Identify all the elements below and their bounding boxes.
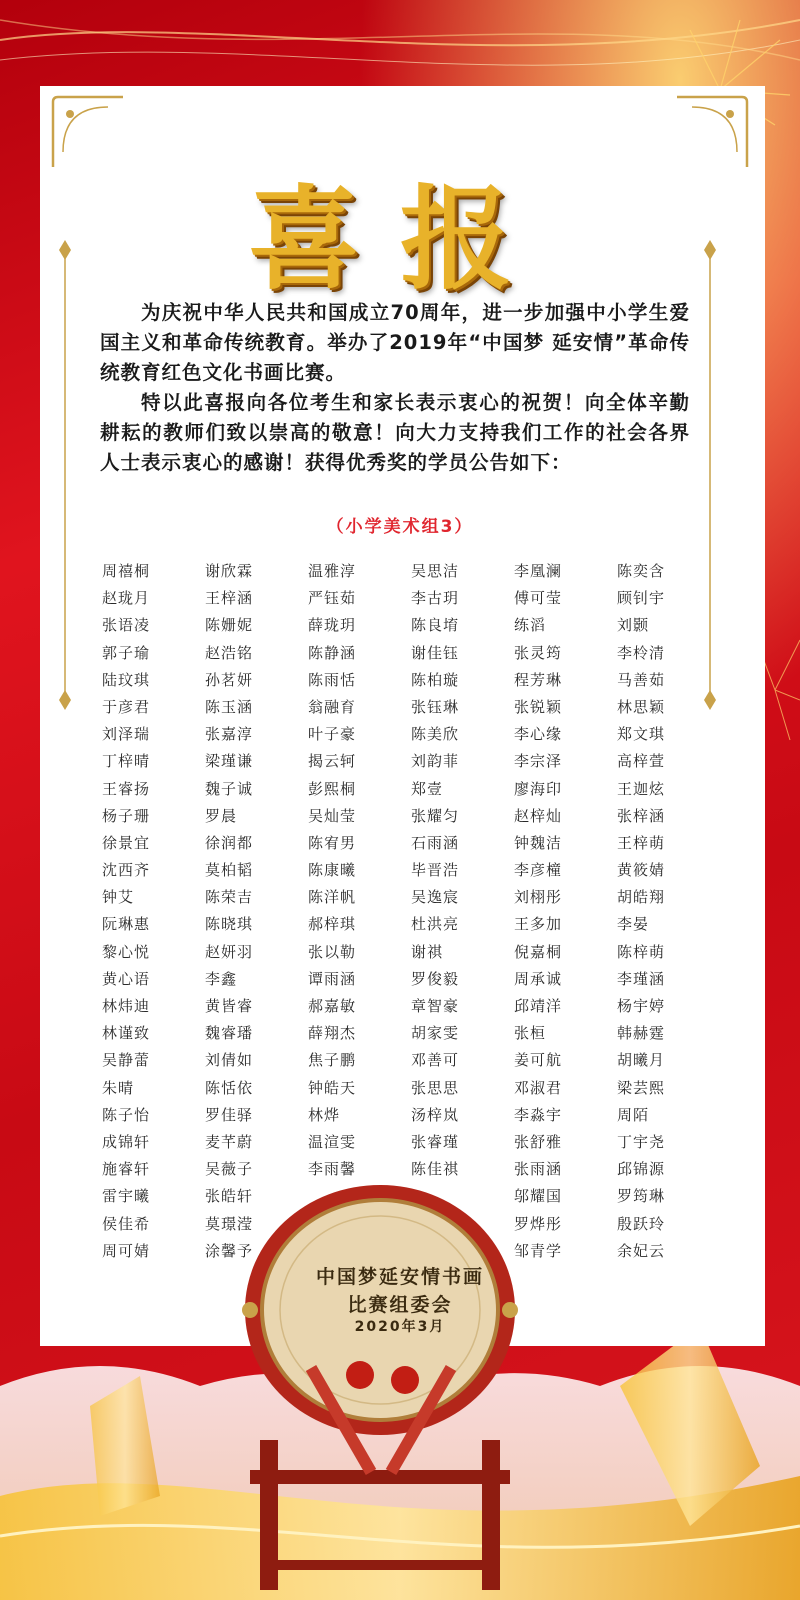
student-name: 周承诚	[514, 969, 563, 988]
student-name: 李雨馨	[308, 1160, 357, 1179]
student-name: 李凰澜	[514, 562, 563, 580]
student-name: 汤梓岚	[411, 1105, 460, 1124]
student-name: 李鑫	[205, 969, 238, 988]
student-name: 郝嘉敏	[308, 997, 357, 1015]
student-name: 陈荣吉	[205, 888, 254, 907]
intro-paragraph-2: 特以此喜报向各位考生和家长表示衷心的祝贺！向全体辛勤耕耘的教师们致以崇高的敬意！向大力支持我们工作的社会各界人士表示衷心的感谢！获得优秀奖的学员公告如下：	[100, 391, 690, 474]
student-name: 赵梓灿	[514, 806, 563, 825]
student-name: 赵浩铭	[205, 643, 254, 662]
student-name: 程芳琳	[514, 670, 563, 689]
student-name: 陈佳祺	[411, 1160, 460, 1179]
student-name: 周可婧	[102, 1241, 151, 1260]
student-name: 李晏	[617, 915, 650, 934]
student-name: 廖海印	[514, 779, 563, 798]
student-name: 胡曦月	[617, 1051, 666, 1070]
student-name: 钟魏洁	[514, 833, 563, 852]
student-name: 叶子豪	[308, 725, 357, 744]
student-name: 马善茹	[617, 670, 666, 689]
student-name: 胡家雯	[411, 1024, 460, 1043]
student-name: 王梓萌	[617, 833, 666, 852]
student-name: 陈姗妮	[205, 616, 254, 635]
student-name: 丁梓晴	[102, 752, 151, 771]
student-name: 雷宇曦	[102, 1187, 151, 1206]
student-name: 林谨致	[102, 1024, 151, 1043]
student-name: 温雅淳	[308, 562, 357, 580]
student-name: 张嘉淳	[205, 725, 254, 744]
student-name: 钟艾	[102, 888, 135, 907]
student-name: 张耀匀	[411, 806, 460, 825]
student-name: 于彦君	[102, 697, 151, 716]
organizer-name: 中国梦延安情书画	[315, 1266, 484, 1288]
student-name: 赵珑月	[102, 589, 151, 608]
student-name: 王多加	[514, 915, 563, 934]
student-name: 阮琳惠	[102, 915, 151, 934]
student-name: 郑壹	[411, 779, 444, 798]
student-name: 薛翔杰	[308, 1024, 357, 1043]
student-name: 李彦橦	[514, 861, 563, 880]
student-name: 陈子怡	[102, 1105, 151, 1124]
student-name: 陈良堉	[411, 616, 460, 635]
student-name: 魏子诚	[205, 779, 254, 798]
student-name: 邓淑君	[514, 1078, 563, 1097]
student-name: 姜可航	[514, 1051, 563, 1070]
student-name: 章智豪	[411, 997, 460, 1015]
student-name: 徐润都	[205, 833, 254, 852]
student-name: 李柃清	[617, 643, 666, 662]
student-name: 张灵筠	[514, 643, 563, 662]
student-name: 薛珑玥	[308, 616, 357, 635]
student-name: 黄心语	[102, 969, 151, 988]
organizer-date: 2020年3月	[354, 1319, 446, 1335]
student-name: 刘韵菲	[411, 752, 460, 771]
student-name: 杜洪亮	[411, 915, 460, 934]
student-name: 余妃云	[617, 1241, 666, 1260]
student-name: 顾钊宇	[617, 589, 666, 608]
student-name: 陆玟琪	[102, 670, 151, 689]
student-name: 沈西齐	[102, 861, 151, 880]
student-name: 黄筱婧	[617, 861, 666, 880]
student-name: 张思思	[411, 1078, 460, 1097]
student-name: 谢欣霖	[205, 562, 254, 580]
student-name: 张桓	[514, 1024, 547, 1043]
student-name: 李宗泽	[514, 752, 563, 771]
student-name: 练滔	[514, 616, 547, 635]
student-name: 莫柏韬	[205, 861, 254, 880]
student-name: 谢佳钰	[411, 643, 460, 662]
student-name: 陈梓萌	[617, 942, 666, 961]
student-name: 刘倩如	[205, 1051, 254, 1070]
student-name: 邬耀国	[514, 1187, 563, 1206]
student-name: 罗晨	[205, 806, 238, 825]
student-name: 陈雨恬	[308, 670, 357, 689]
student-name: 刘栩彤	[514, 888, 563, 907]
student-name: 杨子珊	[102, 806, 151, 825]
student-name: 陈恬依	[205, 1078, 254, 1097]
student-name: 王梓涵	[205, 589, 254, 608]
student-name: 李心缘	[514, 725, 563, 744]
student-name: 孙茗妍	[205, 670, 254, 689]
student-name: 侯佳希	[102, 1214, 151, 1233]
student-name: 陈晓琪	[205, 915, 254, 934]
group-title: （小学美术组3）	[326, 517, 474, 537]
student-name: 陈玉涵	[205, 697, 254, 716]
student-name: 殷跃玲	[617, 1214, 666, 1233]
student-name: 吴薇子	[205, 1160, 254, 1179]
student-name: 周禧桐	[102, 562, 151, 580]
student-name: 罗筠琳	[617, 1187, 666, 1206]
student-name: 郑文琪	[617, 725, 666, 744]
student-name: 严钰茹	[308, 589, 357, 608]
student-name: 李瑾涵	[617, 969, 666, 988]
student-name: 翁融育	[308, 697, 357, 716]
student-name: 李古玥	[411, 589, 460, 608]
student-name: 林炜迪	[102, 997, 151, 1015]
student-name: 彭熙桐	[308, 779, 357, 798]
student-name: 张以勒	[308, 942, 357, 961]
student-name: 丁宇尧	[617, 1132, 666, 1151]
student-name: 黄皆睿	[205, 997, 254, 1015]
student-name: 傅可莹	[514, 589, 563, 608]
student-name: 张语凌	[102, 616, 151, 635]
student-name: 谢祺	[411, 942, 444, 961]
student-name: 刘泽瑞	[102, 725, 151, 744]
organizer-committee: 比赛组委会	[347, 1294, 453, 1316]
student-name: 吴思洁	[411, 562, 460, 580]
student-name: 莫璟滢	[205, 1214, 254, 1233]
page-title: 喜报	[248, 174, 552, 305]
student-name: 张雨涵	[514, 1160, 563, 1179]
student-name: 焦子鹏	[308, 1051, 357, 1070]
student-name: 陈康曦	[308, 861, 357, 880]
student-name: 高梓萱	[617, 752, 666, 771]
student-name: 温渲雯	[308, 1132, 357, 1151]
student-name: 陈奕含	[617, 562, 666, 580]
student-name: 杨宇婷	[617, 997, 666, 1015]
student-name: 张钰琳	[411, 697, 460, 716]
student-name: 胡皓翔	[617, 888, 666, 907]
student-name: 张锐颖	[514, 697, 563, 716]
student-name: 罗俊毅	[411, 969, 460, 988]
student-name: 邱靖洋	[514, 997, 563, 1015]
student-name: 罗佳驿	[205, 1105, 254, 1124]
intro-paragraph-1: 为庆祝中华人民共和国成立70周年，进一步加强中小学生爱国主义和革命传统教育。举办了2019年“中国梦 延安情”革命传统教育红色文化书画比赛。	[100, 301, 690, 384]
student-name: 梁瑾谦	[205, 752, 254, 771]
student-name: 石雨涵	[411, 833, 460, 852]
student-name: 王睿扬	[102, 779, 151, 798]
drum-illustration	[220, 1180, 540, 1600]
student-name: 徐景宜	[102, 833, 151, 852]
student-name: 朱晴	[102, 1078, 135, 1097]
student-name: 赵妍羽	[205, 942, 254, 961]
student-name: 周陌	[617, 1105, 650, 1124]
student-name: 陈美欣	[411, 725, 460, 744]
student-name: 钟皓天	[308, 1078, 357, 1097]
student-name: 吴逸宸	[411, 888, 460, 907]
student-name: 林思颖	[617, 697, 666, 716]
student-name: 张睿瑾	[411, 1132, 460, 1151]
student-name: 施睿轩	[102, 1160, 151, 1179]
student-name: 郭子瑜	[102, 643, 151, 662]
student-name: 张梓涵	[617, 806, 666, 825]
student-name: 陈柏璇	[411, 670, 460, 689]
student-name: 刘颢	[617, 616, 650, 635]
student-name: 陈静涵	[308, 643, 357, 662]
student-name: 韩赫霆	[617, 1024, 666, 1043]
student-name: 林烨	[308, 1105, 341, 1124]
student-name: 陈洋帆	[308, 888, 357, 907]
student-name: 吴静蕾	[102, 1051, 151, 1070]
student-name: 张舒雅	[514, 1132, 563, 1151]
intro-text	[100, 298, 690, 478]
student-name: 邓善可	[411, 1051, 460, 1070]
student-name: 成锦轩	[102, 1132, 151, 1151]
student-name: 涂馨予	[205, 1241, 254, 1260]
student-name: 梁芸熙	[617, 1078, 666, 1097]
student-name: 李淼宇	[514, 1105, 563, 1124]
student-name: 黎心悦	[102, 942, 151, 961]
student-name: 罗烨彤	[514, 1214, 563, 1233]
student-name: 谭雨涵	[308, 969, 357, 988]
student-name: 邹青学	[514, 1241, 563, 1260]
student-name: 揭云轲	[308, 752, 357, 771]
student-name: 邱锦源	[617, 1160, 666, 1179]
student-name: 毕晋浩	[411, 861, 460, 880]
names-grid	[102, 560, 702, 1267]
student-name: 倪嘉桐	[514, 942, 563, 961]
student-name: 王迦炫	[617, 779, 666, 798]
student-name: 郝梓琪	[308, 915, 357, 934]
student-name: 陈宥男	[308, 833, 357, 852]
student-name: 麦芊蔚	[205, 1132, 254, 1151]
student-name: 魏睿璠	[205, 1024, 254, 1043]
student-name: 张皓轩	[205, 1187, 254, 1206]
student-name: 吴灿莹	[308, 806, 357, 825]
